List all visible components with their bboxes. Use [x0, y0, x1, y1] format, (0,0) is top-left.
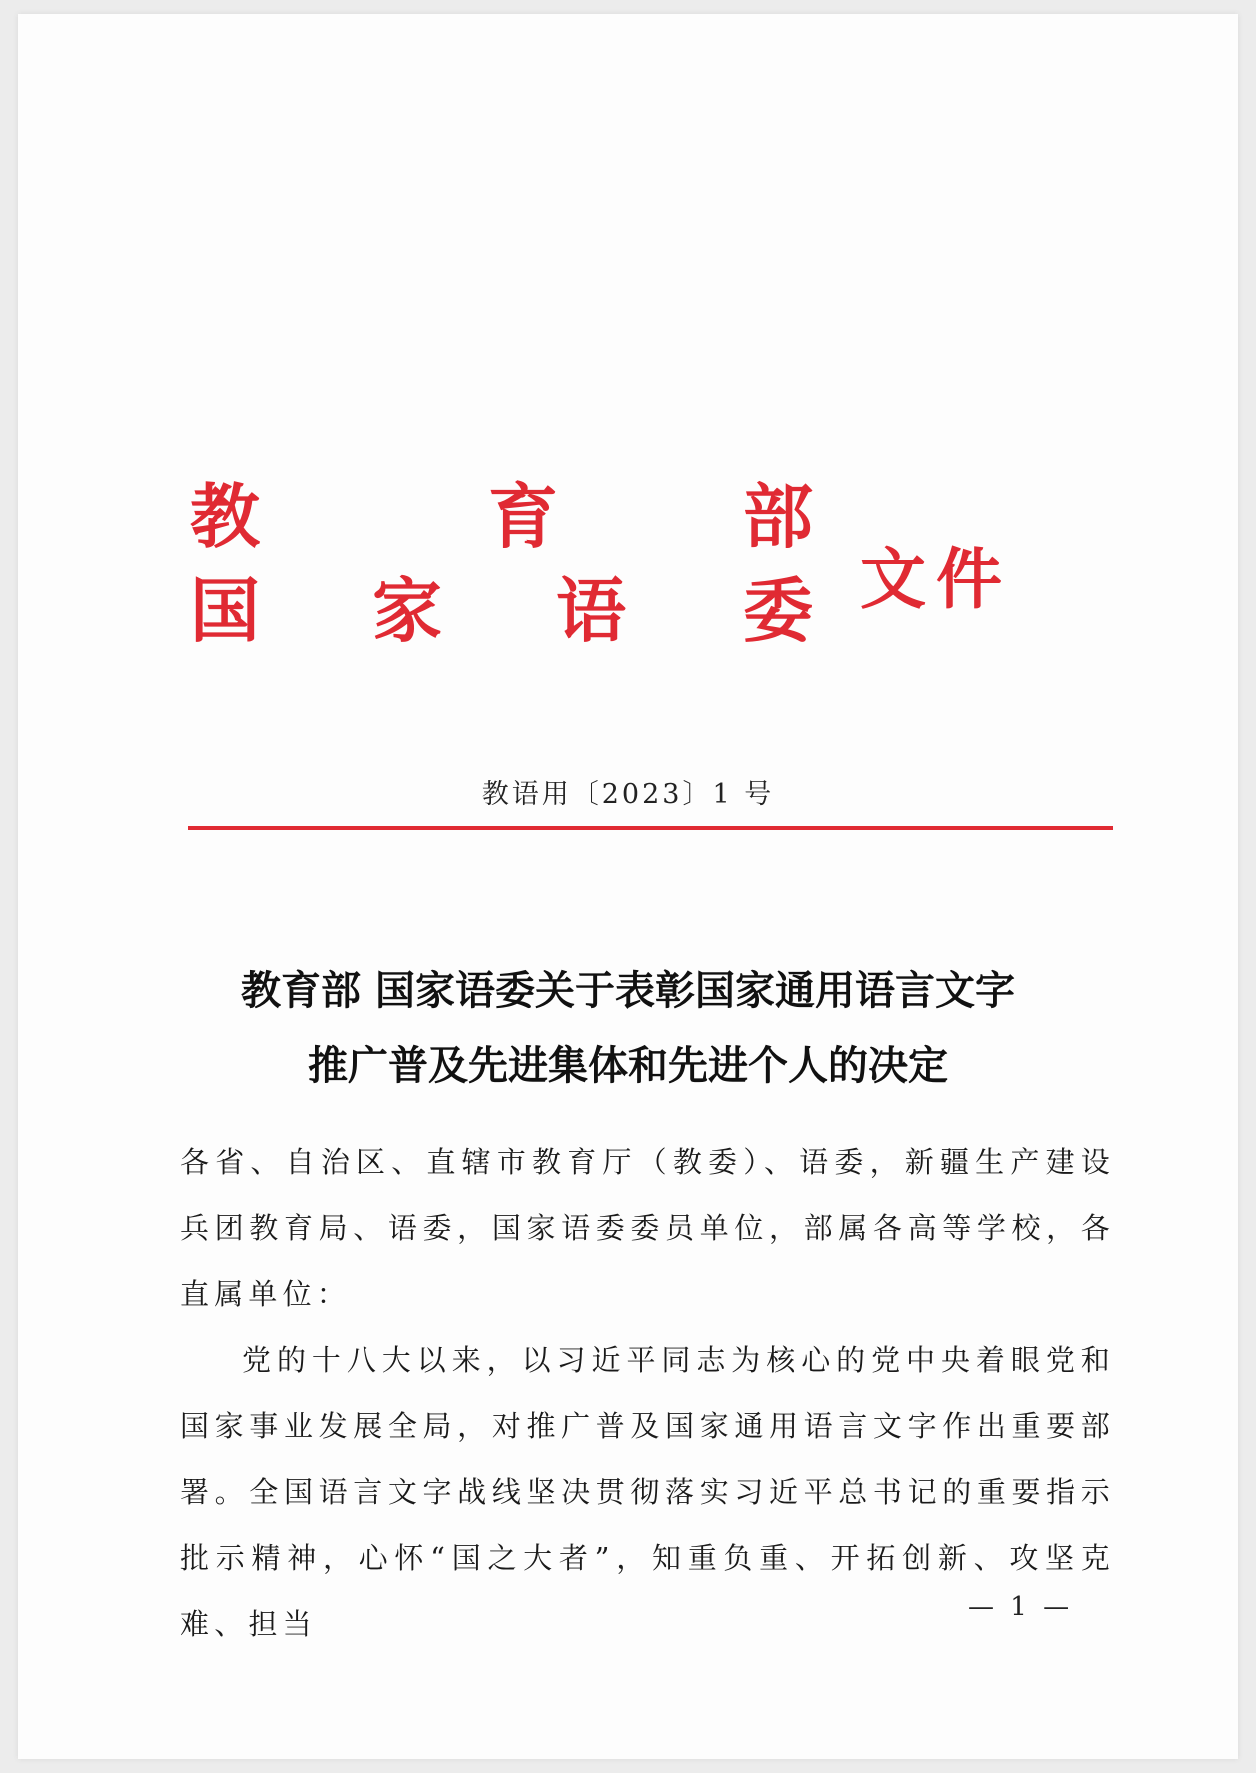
title-line-2: 推广普及先进集体和先进个人的决定 — [308, 1043, 948, 1089]
addressees-paragraph: 各省、自治区、直辖市教育厅（教委）、语委，新疆生产建设兵团教育局、语委，国家语委委员单位，部属各高等学校，各直属单位： — [180, 1145, 1115, 1311]
masthead-char: 国 — [190, 569, 260, 652]
document-page — [18, 14, 1238, 1759]
masthead-char: 育 — [488, 475, 558, 558]
page-number: — 1 — — [968, 1592, 1074, 1622]
document-number: 教语用〔2023〕1 号 — [481, 779, 775, 810]
document-body — [180, 1129, 1115, 1657]
masthead-suffix: 文件 — [860, 540, 1012, 618]
masthead-char: 委 — [743, 569, 813, 652]
masthead-char: 家 — [372, 569, 442, 652]
masthead-char: 语 — [556, 569, 626, 652]
masthead-char: 部 — [743, 475, 813, 558]
title-line-1: 教育部 国家语委关于表彰国家通用语言文字 — [241, 968, 1015, 1014]
body-paragraph: 党的十八大以来，以习近平同志为核心的党中央着眼党和国家事业发展全局，对推广普及国家通用语言文字作出重要部署。全国语言文字战线坚决贯彻落实习近平总书记的重要指示批示精神，心怀“国之大者”，知重负重、开拓创新、攻坚克难、担当 — [180, 1343, 1115, 1641]
document-title — [18, 954, 1238, 1104]
masthead-char: 教 — [190, 475, 260, 558]
red-divider-line — [188, 826, 1113, 830]
masthead — [18, 14, 1238, 714]
